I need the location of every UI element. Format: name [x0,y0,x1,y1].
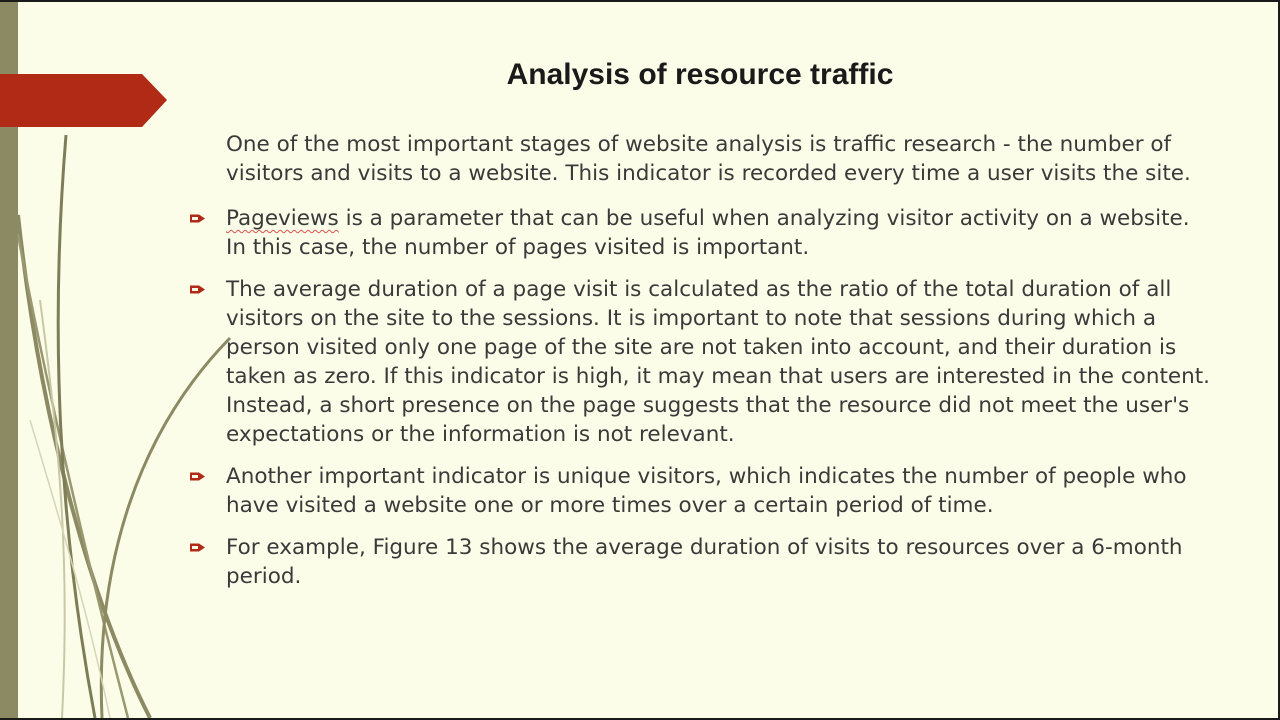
arrow-bullet-icon [190,542,206,553]
bullet-text: is a parameter that can be useful when analyzing visitor activity on a website. In this case, the number of pages visited is important. [226,206,1190,260]
red-arrow-banner [0,74,170,134]
slide-content [226,130,1216,604]
arrow-bullet-icon [190,471,206,482]
bullet-list [226,204,1216,591]
intro-paragraph: One of the most important stages of website analysis is traffic research - the number of visitors and visits to a website. This indicator is recorded every time a user visits the site. [226,132,1191,186]
bullet-item-unique-visitors [226,462,1216,520]
frame-top-border [0,0,1280,2]
bullet-text: Another important indicator is unique visitors, which indicates the number of people who have visited a website one or more times over a certain period of time. [226,464,1187,518]
bullet-item-figure-reference [226,533,1216,591]
bullet-item-pageviews [226,204,1216,262]
arrow-bullet-icon [190,284,206,295]
bullet-item-average-duration [226,275,1216,449]
slide-title: Analysis of resource traffic [506,58,894,91]
arrow-bullet-icon [190,213,206,224]
bullet-text: For example, Figure 13 shows the average duration of visits to resources over a 6-month period. [226,535,1183,589]
bullet-text: The average duration of a page visit is calculated as the ratio of the total duration of all visitors on the site to the sessions. It is important to note that sessions during which a person visited only one page of the site are not taken into account, and their duration is taken as zero. If this indicator is high, it may mean that users are interested in the content. Instead, a short presence on the page suggests that the resource did not meet the user's expectations or the information is not relevant. [226,277,1210,447]
pageviews-term: Pageviews [226,206,339,231]
